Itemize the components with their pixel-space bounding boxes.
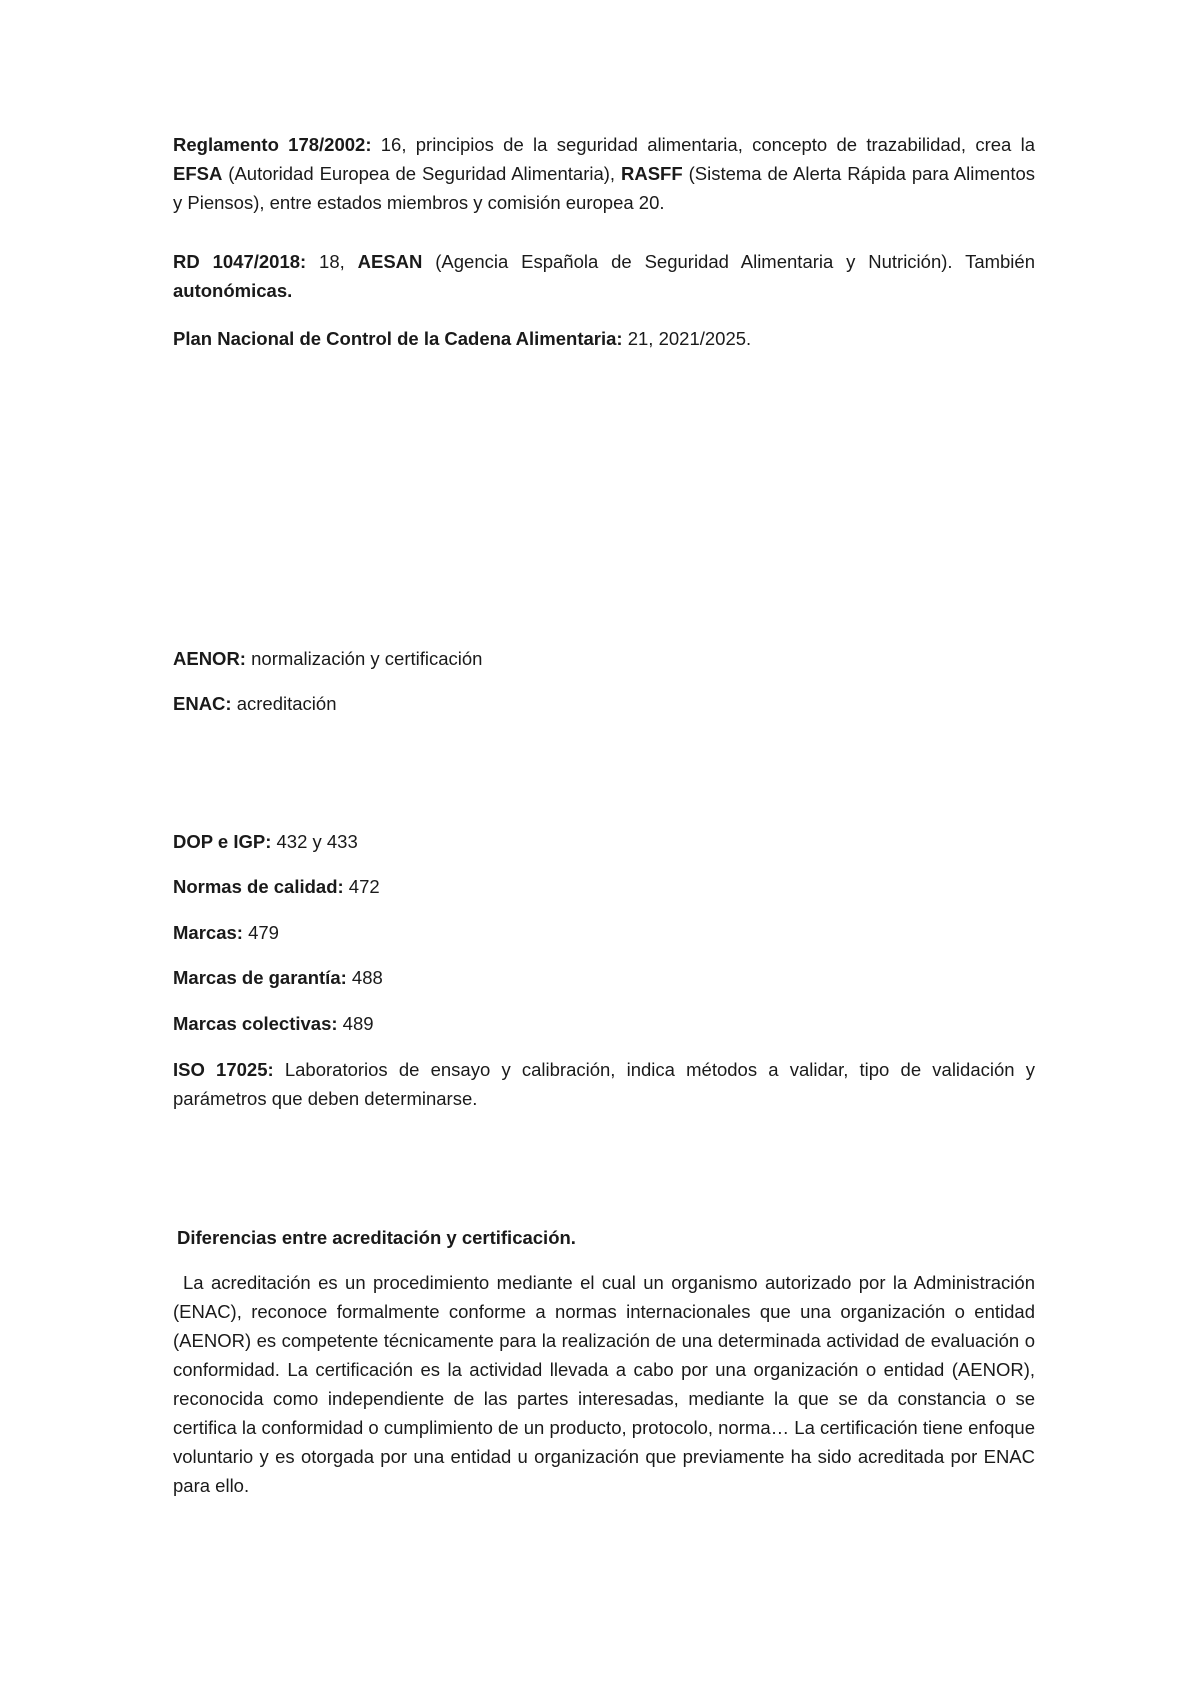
reglamento-text-b: (Autoridad Europea de Seguridad Alimentaria), [222, 163, 621, 184]
enac-text: acreditación [231, 693, 337, 714]
plan-text: 21, 2021/2025. [622, 328, 752, 349]
paragraph-aenor [173, 644, 1035, 673]
paragraph-marcas-colectivas [173, 1009, 1035, 1038]
rd-bold-end: autonómicas. [173, 280, 293, 301]
rd-label: RD 1047/2018: [173, 251, 307, 272]
marcas-colectivas-text: 489 [337, 1013, 374, 1034]
reglamento-label: Reglamento 178/2002: [173, 134, 372, 155]
section-heading: Diferencias entre acreditación y certificación. [177, 1227, 576, 1248]
paragraph-normas-calidad [173, 872, 1035, 901]
paragraph-enac [173, 689, 1035, 718]
reglamento-text-a: 16, principios de la seguridad alimentaria, concepto de trazabilidad, crea la [371, 134, 1036, 155]
marcas-garantia-text: 488 [346, 967, 383, 988]
marcas-label: Marcas: [173, 922, 243, 943]
dop-label: DOP e IGP: [173, 831, 272, 852]
paragraph-body: La acreditación es un procedimiento mediante el cual un organismo autorizado por la Administración (ENAC), reconoce formalmente conforme a normas internacionales que una organización o entidad (AENOR) es competente técnicamente para la realización de una determinada actividad de evaluación o conformidad. La certificación es la actividad llevada a cabo por una organización o entidad (AENOR), reconocida como independiente de las partes interesadas, mediante la que se da constancia o se certifica la conformidad o cumplimiento de un producto, protocolo, norma… La certificación tiene enfoque voluntario y es otorgada por una entidad u organización que previamente ha sido acreditada por ENAC para ello. [173, 1272, 1035, 1496]
marcas-text: 479 [242, 922, 279, 943]
aenor-text: normalización y certificación [245, 648, 483, 669]
paragraph-dop-igp [173, 827, 1035, 856]
aenor-label: AENOR: [173, 648, 246, 669]
normas-text: 472 [343, 876, 380, 897]
paragraph-rd [173, 247, 1035, 305]
normas-label: Normas de calidad: [173, 876, 344, 897]
paragraph-marcas-garantia [173, 963, 1035, 992]
marcas-garantia-label: Marcas de garantía: [173, 967, 347, 988]
paragraph-iso [173, 1055, 1035, 1113]
enac-label: ENAC: [173, 693, 232, 714]
rd-text-b: (Agencia Española de Seguridad Alimentaria y Nutrición). También [422, 251, 1035, 272]
plan-label: Plan Nacional de Control de la Cadena Alimentaria: [173, 328, 623, 349]
paragraph-plan-nacional [173, 324, 1035, 353]
efsa-label: EFSA [173, 163, 223, 184]
paragraph-marcas [173, 918, 1035, 947]
iso-text: Laboratorios de ensayo y calibración, indica métodos a validar, tipo de validación y parámetros que deben determinarse. [173, 1059, 1035, 1109]
rd-text-a: 18, [306, 251, 358, 272]
marcas-colectivas-label: Marcas colectivas: [173, 1013, 338, 1034]
paragraph-reglamento [173, 130, 1035, 217]
reglamento-text-c: (Sistema de Alerta Rápida para Alimentos y Piensos), entre estados miembros y comisión europea 20. [173, 163, 1035, 213]
aesan-label: AESAN [357, 251, 423, 272]
iso-label: ISO 17025: [173, 1059, 274, 1080]
rasff-label: RASFF [620, 163, 683, 184]
dop-text: 432 y 433 [271, 831, 358, 852]
